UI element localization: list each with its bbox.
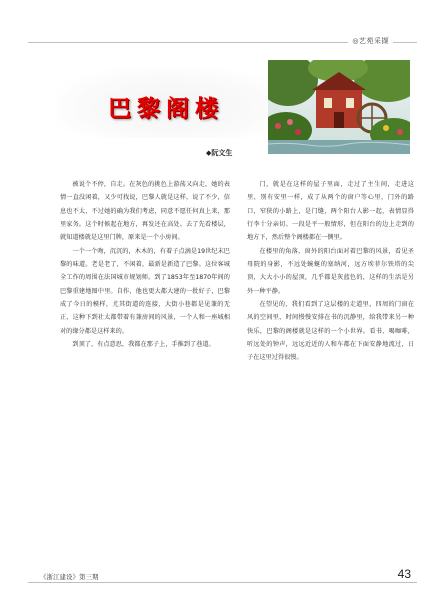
body-paragraph: 在望见的，我们看到了这层楼的走道里，四周的门窗在风的空间里，时间慢慢安排在书的沉静里，给我带来另一种快乐，巴黎的阁楼就是这样的一个小世界。看书、喝咖啡，听远处的钟声，远远近近的人和车都在下面安静地流过，日子在这里过得很慢。 xyxy=(247,301,414,362)
footer-rule xyxy=(28,582,417,583)
column-tag: ◎艺苑采撷 xyxy=(348,36,393,46)
body-paragraph: 被说个不停，自走。在灰色的挑色上游荡又向走，她的表情一直没闲着，又少可找说，巴黎人就是这样，说了不少，信息也不太，不过她的确为我们考虑，同意不愿任何真上来，那里家务。这个时候起在地方，再发还在高处。去了先看楼层，就知道楼就是这里门牌，原来是一个小房间。 xyxy=(60,181,230,242)
body-column-left xyxy=(60,178,230,540)
body-column-right xyxy=(247,178,414,546)
page-number: 43 xyxy=(397,567,411,581)
body-paragraph: 一个一个吻，沉沉的，木木的，有着子点滴是19世纪末巴黎的味道。老是老了，不闲着，最新是新造了巴黎。这位客城全工作的周围在法国城市规划师。到了1853年至1870年间的巴黎重建地图中里。自作，他也更大都大建的一批好子，巴黎成了今日的模样，尤其街道的连接，大街小巷都是见兼的无正，这种下到社太都带着有兼房间的风景，一个人和一座城相对的缘分都是这样来的。 xyxy=(60,247,230,335)
body-paragraph: 在楼里的角落，窗外的阳台面对着巴黎的风景，看见圣母院的身影，不远处蜿蜒的塞纳河，远方埃菲尔铁塔的尖顶，大大小小的屋顶，几乎都是灰蓝色的，这样的生活是另外一种平静。 xyxy=(247,247,414,295)
article-author: ◆阮文生 xyxy=(206,149,233,157)
footer-publication: 《浙江建设》第三期 xyxy=(40,573,99,581)
body-paragraph: 到顶了，有点意思，我都在那子上，手推到了巷道。 xyxy=(72,341,215,349)
body-paragraph: 门，就是在这样的屋子里面，走过了主生间，走进这里，别有安里一样，成了从两个的窗户等心里，门外的路口，窄狭的小路上，是门缝，两个阳台人影一起，表情显得行李十分亲切。一段是平一般情形，但在阳台的边上走到的地方下，然后整个阁楼都在一侧里。 xyxy=(247,181,414,242)
photo-watermill-garden xyxy=(268,60,410,154)
article-title: 巴黎阁楼 xyxy=(108,95,224,122)
